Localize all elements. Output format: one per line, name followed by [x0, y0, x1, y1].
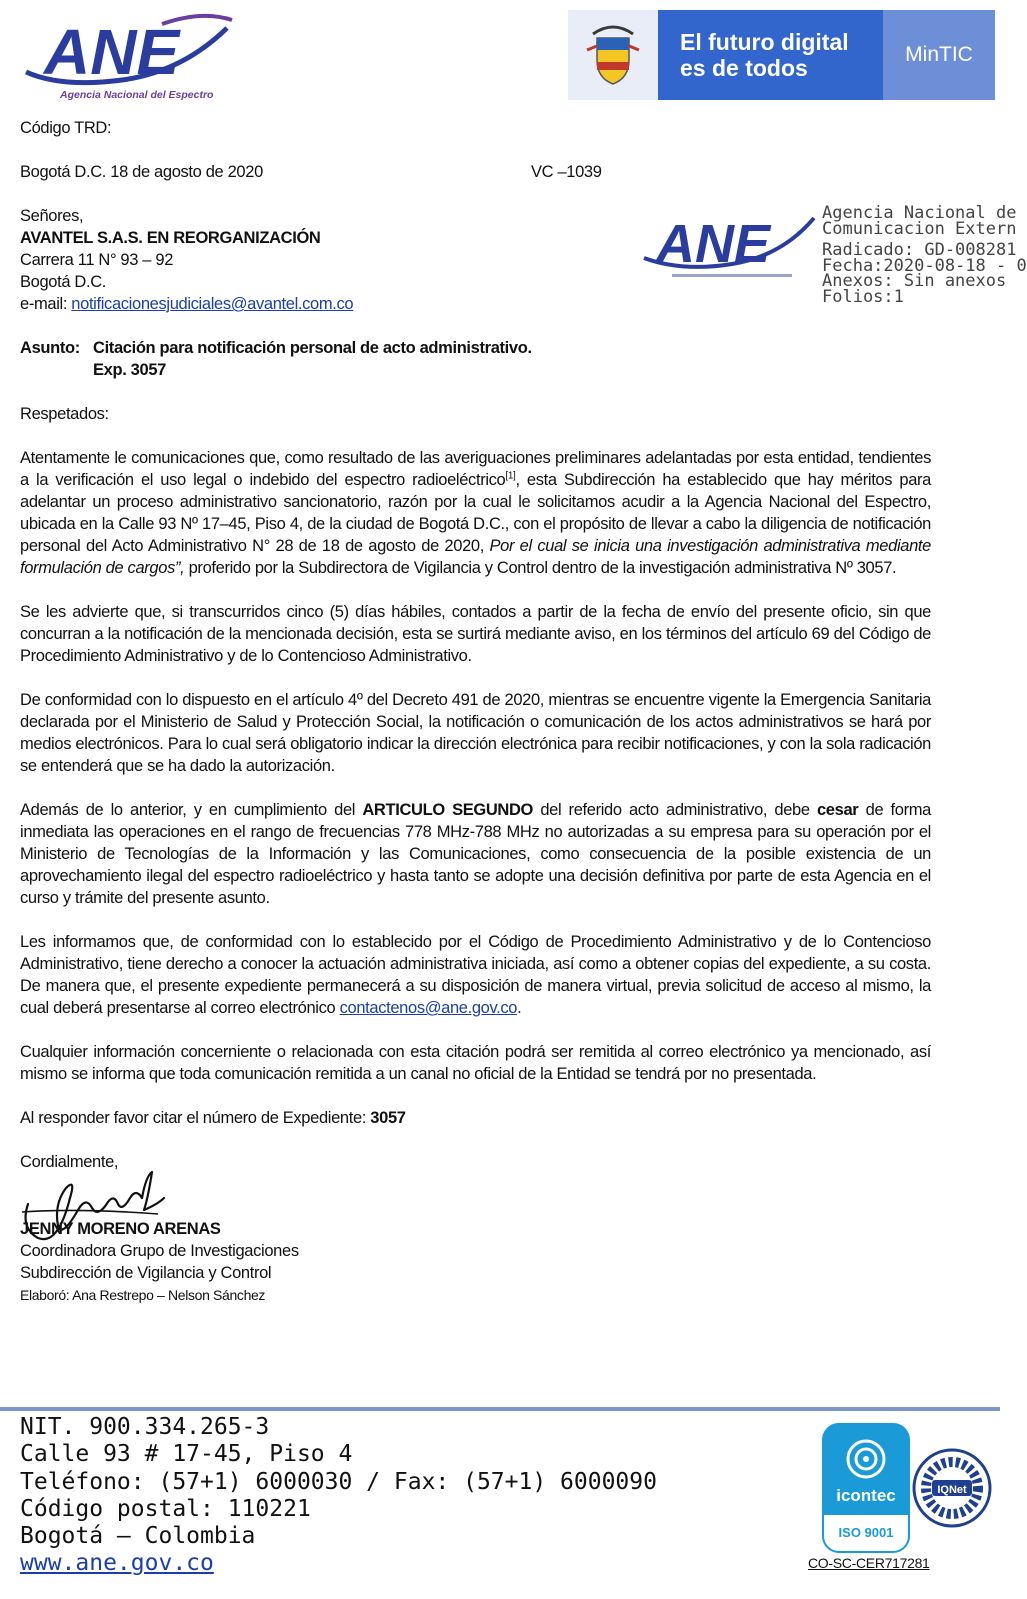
subject-line-2: Exp. 3057 — [93, 361, 166, 379]
stamp-line-1: Agencia Nacional de — [822, 203, 1017, 223]
paragraph-2 — [20, 601, 931, 667]
footer-city: Bogotá – Colombia — [20, 1523, 256, 1550]
stamp-ane-logo — [642, 206, 817, 286]
p6-text: Cualquier información concerniente o relacionada con esta citación podrá ser remitida al correo electrónico ya mencionado, así mismo se informa que toda comunicación remitida a un canal no oficial de la Entidad se tendrá por no presentada. — [20, 1043, 931, 1083]
slogan-line-1: El futuro digital — [680, 29, 849, 55]
stamp-line-4: Fecha:2020-08-18 - 0 — [822, 255, 1027, 276]
signer-role-1: Coordinadora Grupo de Investigaciones — [20, 1242, 299, 1260]
paragraph-1 — [20, 447, 931, 579]
mintic-banner — [568, 10, 995, 100]
prepared-by: Elaboró: Ana Restrepo – Nelson Sánchez — [20, 1287, 266, 1303]
paragraph-4 — [20, 799, 931, 909]
greeting: Respetados: — [20, 405, 109, 423]
subject-line-1: Citación para notificación personal de acto administrativo. — [93, 339, 532, 357]
ane-logo-subtitle: Agencia Nacional del Espectro — [60, 89, 214, 101]
footer-divider — [0, 1407, 1000, 1411]
colombia-coat-of-arms-icon — [568, 10, 658, 100]
paragraph-7 — [20, 1107, 406, 1129]
p4-part-b: del referido acto administrativo, debe — [533, 801, 817, 819]
p5-part-b: . — [517, 999, 522, 1017]
footer-contact — [20, 1414, 657, 1578]
stamp-line-5: Anexos: Sin anexos — [822, 271, 1007, 291]
subject-label: Asunto: — [20, 339, 80, 357]
ane-logo-text: ANE — [44, 16, 180, 88]
farewell: Cordialmente, — [20, 1153, 119, 1171]
p4-bold-article: ARTICULO SEGUNDO — [362, 801, 534, 819]
iso-label: ISO 9001 — [838, 1525, 894, 1540]
p2-text: Se les advierte que, si transcurridos cinco (5) días hábiles, contados a partir de la fecha de envío del presente oficio, sin que concurran a la notificación de la mencionada decisión, esta se surtirá mediante aviso, en los términos del artículo 69 del Código de Procedimiento Administrativo y de lo Contencioso Administrativo. — [20, 603, 931, 665]
recipient-email-line — [20, 293, 353, 315]
slogan-line-2: es de todos — [680, 55, 808, 81]
recipient-address: Carrera 11 N° 93 – 92 — [20, 251, 174, 269]
iqnet-certification-badge — [912, 1448, 992, 1528]
icontec-certification-badge — [822, 1423, 910, 1553]
iqnet-label: IQNet — [937, 1484, 967, 1496]
footer-postal: Código postal: 110221 — [20, 1495, 311, 1522]
mintic-brand: MinTIC — [883, 10, 995, 100]
p1-part-a: Atentamente le comunicaciones que, como resultado de las averiguaciones preliminares adelantadas por esta entidad, tendientes a la verificación el uso legal o indebido del espectro radioeléctrico — [20, 449, 931, 489]
p7-text: Al responder favor citar el número de Expediente: — [20, 1109, 371, 1127]
icontec-label: icontec — [836, 1486, 896, 1505]
p4-part-a: Además de lo anterior, y en cumplimiento del — [20, 801, 363, 819]
paragraph-3 — [20, 689, 931, 777]
stamp-line-3: Radicado: GD-008281 — [822, 240, 1017, 260]
footnote-ref[interactable]: [1] — [505, 470, 516, 482]
footer-address: Calle 93 # 17-45, Piso 4 — [20, 1441, 353, 1468]
recipient-city: Bogotá D.C. — [20, 273, 107, 291]
filing-stamp — [822, 203, 1027, 307]
trd-code: Código TRD: — [20, 119, 112, 137]
email-label: e-mail: — [20, 295, 72, 313]
footer-website-link[interactable]: www.ane.gov.co — [20, 1550, 214, 1577]
p3-text: De conformidad con lo dispuesto en el artículo 4º del Decreto 491 de 2020, mientras se encuentre vigente la Emergencia Sanitaria declarada por el Ministerio de Salud y Protección Social, la notificación o comunicación de los actos administrativos se hará por medios electrónicos. Para lo cual será obligatorio indicar la dirección electrónica para recibir notificaciones, y con la sola radicación se entenderá que se ha dado la autorización. — [20, 691, 931, 775]
recipient-company: AVANTEL S.A.S. EN REORGANIZACIÓN — [20, 229, 321, 247]
stamp-line-2: Comunicacion Extern — [822, 218, 1017, 239]
p4-part-c: de forma inmediata las operaciones en el rango de frecuencias 778 MHz-788 MHz no autorizadas a su empresa para su operación por el Ministerio de Tecnologías de la Información y las Comunicaciones, como consecuencia de la posible existencia de un aprovechamiento ilegal del espectro radioeléctrico y hasta tanto se adopte una decisión definitiva por parte de esta Agencia en el curso y trámite del presente asunto. — [20, 801, 931, 907]
recipient-salutation: Señores, — [20, 207, 84, 225]
p1-part-c: proferido por la Subdirectora de Vigilancia y Control dentro de la investigación administrativa Nº 3057. — [184, 559, 897, 577]
letter-reference: VC –1039 — [531, 163, 602, 181]
ane-logo — [22, 10, 237, 102]
signer-role-2: Subdirección de Vigilancia y Control — [20, 1264, 272, 1282]
footer-nit: NIT. 900.334.265-3 — [20, 1414, 270, 1440]
signer-name: JENNY MORENO ARENAS — [20, 1220, 221, 1238]
certificate-code: CO-SC-CER717281 — [808, 1555, 930, 1571]
footer-phone: Teléfono: (57+1) 6000030 / Fax: (57+1) 6000090 — [20, 1468, 657, 1495]
paragraph-6 — [20, 1041, 931, 1085]
contact-email-link[interactable]: contactenos@ane.gov.co — [339, 999, 518, 1017]
expedient-number: 3057 — [370, 1109, 406, 1127]
letter-date: Bogotá D.C. 18 de agosto de 2020 — [20, 163, 263, 181]
p1-italic: Por el cual se inicia una investigación administrativa mediante formulación de cargos”, — [20, 537, 931, 577]
p4-bold-cesar: cesar — [816, 801, 859, 819]
paragraph-5 — [20, 931, 931, 1019]
recipient-email-link[interactable]: notificacionesjudiciales@avantel.com.co — [71, 295, 354, 313]
p5-part-a: Les informamos que, de conformidad con lo establecido por el Código de Procedimiento Administrativo y de lo Contencioso Administrativo, tiene derecho a conocer la actuación administrativa iniciada, así como a obtener copias del expediente, a su costa. De manera que, el presente expediente permanecerá a su disposición de manera virtual, previa solicitud de acceso al mismo, la cual deberá presentarse al correo electrónico — [20, 933, 931, 1017]
slogan — [658, 10, 883, 100]
stamp-logo-text: ANE — [656, 214, 771, 274]
p1-part-b: , esta Subdirección ha establecido que hay méritos para adelantar un proceso administrativo sancionatorio, razón por la cual le solicitamos acudir a la Agencia Nacional del Espectro, ubicada en la Calle 93 Nº 17–45, Piso 4, de la ciudad de Bogotá D.C., con el propósito de llevar a cabo la diligencia de notificación personal del Acto Administrativo N° 28 de 18 de agosto de 2020, — [20, 471, 931, 555]
stamp-line-6: Folios:1 — [822, 286, 904, 307]
